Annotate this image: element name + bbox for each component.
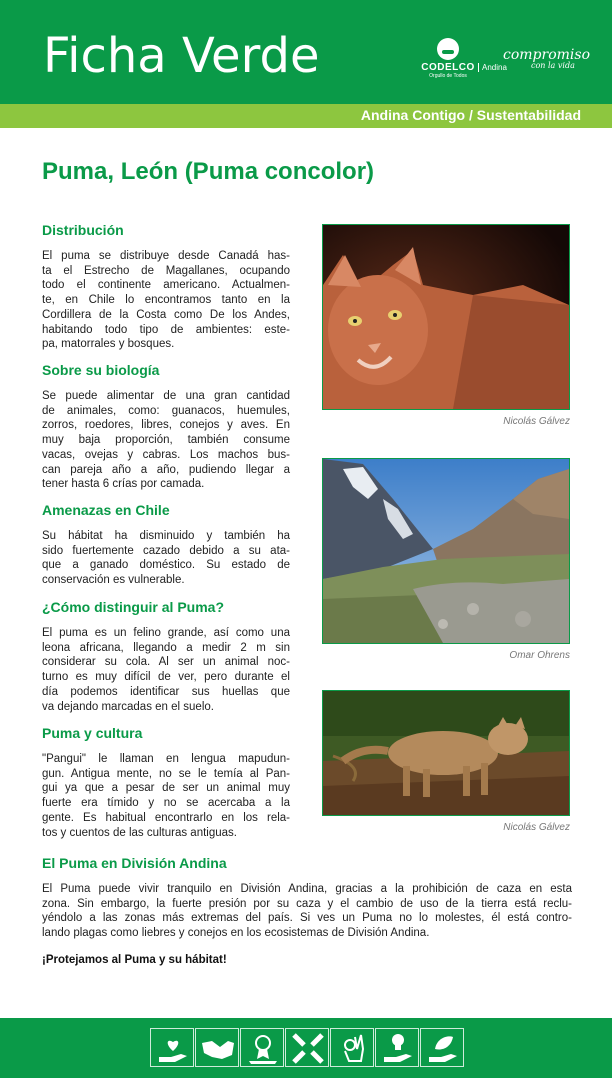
header-band <box>0 0 612 104</box>
photo-caption: Omar Ohrens <box>509 650 570 661</box>
codelco-tagline: Orgullo de Todos <box>429 73 467 79</box>
text-line: tener hasta 6 crías por camada. <box>42 478 205 491</box>
photo-andes-valley <box>322 458 570 644</box>
text-distribucion <box>42 249 290 352</box>
text-line: Su hábitat ha disminuido y también ha <box>42 530 290 542</box>
text-line: de animales, como: guanacos, huemules, <box>42 404 290 417</box>
codelco-mark-icon <box>437 38 459 60</box>
text-line: zorros, roedores, libres, conejos y aves. En <box>42 419 290 432</box>
heading-cultura: Puma y cultura <box>42 725 143 741</box>
four-hands-icon <box>285 1028 329 1067</box>
text-line: pa, matorrales y bosques. <box>42 338 175 351</box>
text-line: conservación es vulnerable. <box>42 574 185 587</box>
text-amenazas <box>42 529 290 588</box>
text-line: muy baja proporción, también consume <box>42 434 290 447</box>
handshake-icon <box>195 1028 239 1067</box>
text-line: El puma es un felino grande, así como una <box>42 627 290 639</box>
photo-caption: Nicolás Gálvez <box>503 822 570 833</box>
text-line: yéndolo a las zonas más extremas del país. Si ves un Puma no lo molestes, él está contro- <box>42 912 572 925</box>
heading-distribucion: Distribución <box>42 222 124 238</box>
text-line: todo el continente americano. Actualmen- <box>42 279 290 292</box>
compromiso-logo <box>503 44 590 70</box>
text-line: te, en Chile lo encontramos tanto en la <box>42 294 290 307</box>
text-line: "Pangui" le llaman en lengua mapudun- <box>42 753 290 765</box>
footer-icon-row <box>150 1028 465 1067</box>
text-line: fuerte era tímido y no se acercaba a la <box>42 797 290 810</box>
text-line: zona. Sin embargo, la fuerte presión por su caza y el cambio de uso de la tierra está reclu- <box>42 897 572 910</box>
text-line: ta el Estrecho de Magallanes, ocupando <box>42 264 290 277</box>
text-line: vacas, ovejas y cabras. Los machos bus- <box>42 448 290 461</box>
article-title: Puma, León (Puma concolor) <box>42 158 375 185</box>
heading-distinguir: ¿Cómo distinguir al Puma? <box>42 599 225 615</box>
text-biologia <box>42 389 290 492</box>
text-line: considerar su cola. Al ser un animal noc- <box>42 656 290 669</box>
text-line: El Puma puede vivir tranquilo en División Andina, gracias a la prohibición de caza en esta <box>42 883 572 895</box>
heading-division-andina: El Puma en División Andina <box>42 855 227 871</box>
text-line: va dejando marcadas en el suelo. <box>42 700 214 713</box>
page-title: Ficha Verde <box>43 28 320 84</box>
photo-caption: Nicolás Gálvez <box>503 416 570 427</box>
text-line: habitando todo tipo de ambientes: este- <box>42 323 290 336</box>
text-line: tos y cuentos de las culturas antiguas. <box>42 826 237 839</box>
text-line: sido fuertemente cazado debido a su ata- <box>42 544 290 557</box>
text-distinguir <box>42 626 290 714</box>
compromiso-tagline: con la vida <box>531 61 575 70</box>
codelco-name: CODELCO <box>421 62 475 73</box>
section-bar-text: Andina Contigo / Sustentabilidad <box>360 107 581 123</box>
text-line: Cordillera de la Costa como De los Andes, <box>42 308 290 321</box>
text-line: que a ganado doméstico. Su estado de <box>42 559 290 572</box>
division-label: Andina <box>478 63 507 72</box>
codelco-logo <box>418 38 478 79</box>
text-line: El puma se distribuye desde Canadá has- <box>42 250 290 262</box>
text-line: can pareja año a año, pudiendo llegar a <box>42 463 290 476</box>
text-division-andina <box>42 882 572 941</box>
heading-biologia: Sobre su biología <box>42 362 160 378</box>
text-cultura <box>42 752 290 840</box>
text-line: leona africana, llegando a medir 2 m sin <box>42 641 290 654</box>
photo-puma-closeup <box>322 224 570 410</box>
text-line: Se puede alimentar de una gran cantidad <box>42 390 290 402</box>
text-line: gui ya que a pesar de ser un animal muy <box>42 782 290 795</box>
closing-statement: ¡Protejamos al Puma y su hábitat! <box>42 954 227 966</box>
text-line: gun. Antigua mente, no se le temía al Pan- <box>42 767 290 780</box>
text-line: día podemos identificar sus huellas que <box>42 685 290 698</box>
ok-hand-icon <box>330 1028 374 1067</box>
photo-puma-walking <box>322 690 570 816</box>
heart-hand-icon <box>150 1028 194 1067</box>
leaf-hand-icon <box>420 1028 464 1067</box>
compromiso-word: compromiso <box>503 47 590 63</box>
award-ribbon-icon <box>240 1028 284 1067</box>
heading-amenazas: Amenazas en Chile <box>42 502 170 518</box>
lightbulb-hand-icon <box>375 1028 419 1067</box>
text-line: lando plagas como liebres y conejos en los ecosistemas de División Andina. <box>42 927 430 940</box>
text-line: turno es muy difícil de ver, pero durante el <box>42 671 290 684</box>
text-line: gente. Es habitual encontrarlo en los rela- <box>42 811 290 824</box>
section-bar <box>0 104 612 128</box>
